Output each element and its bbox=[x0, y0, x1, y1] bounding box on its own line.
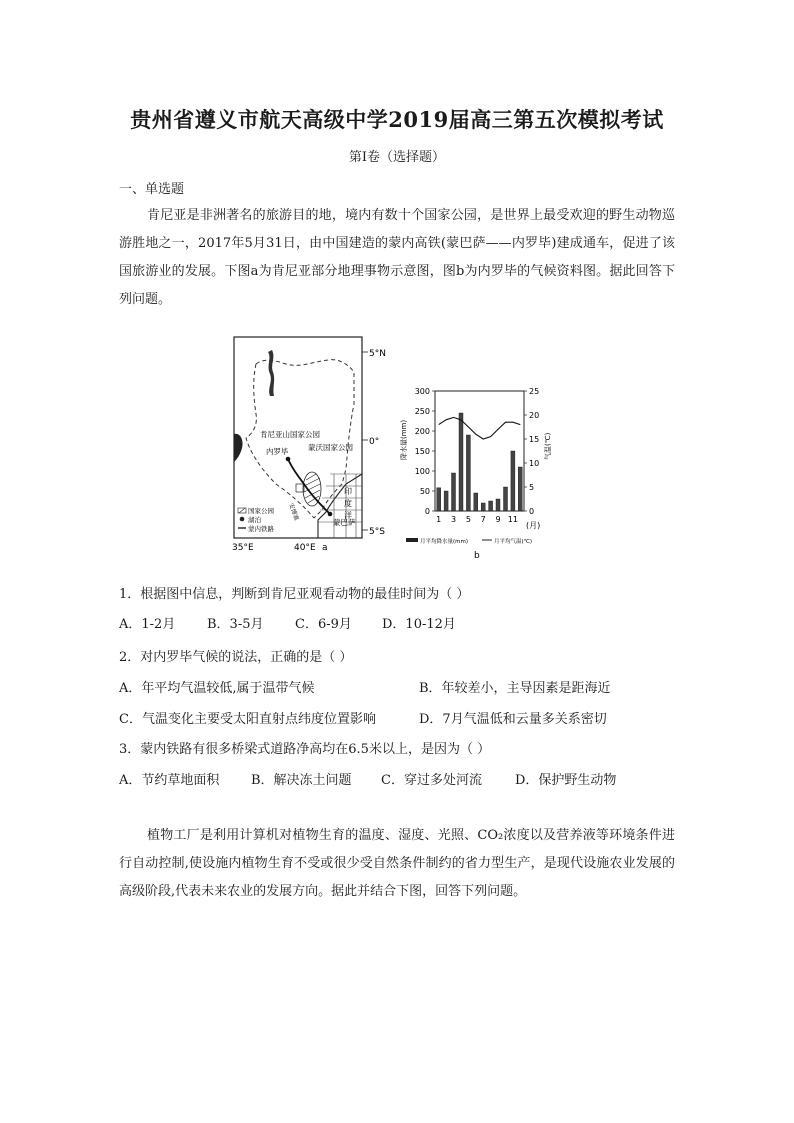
precip-bar bbox=[496, 499, 500, 511]
x-tick-label: 7 bbox=[480, 515, 486, 524]
x-tick-label: 11 bbox=[507, 515, 518, 524]
right-tick-label: 10 bbox=[529, 459, 540, 468]
right-tick-label: 5 bbox=[529, 483, 535, 492]
precip-bar bbox=[452, 473, 456, 511]
q3-option-c[interactable]: C．穿过多处河流 bbox=[381, 773, 482, 788]
map-legend bbox=[238, 506, 275, 533]
park2-label: 蒙沃国家公园 bbox=[308, 443, 353, 452]
lat-5s: 5°S bbox=[369, 527, 385, 537]
figure-kenya bbox=[230, 334, 560, 566]
precip-bar bbox=[444, 491, 448, 511]
right-tick-label: 15 bbox=[529, 435, 540, 444]
left-tick-label: 150 bbox=[414, 447, 430, 456]
ocean-grid bbox=[318, 474, 362, 538]
q1-option-d[interactable]: D．10-12月 bbox=[382, 617, 456, 632]
chart-b-label: b bbox=[474, 551, 480, 561]
left-tick-label: 250 bbox=[414, 407, 430, 416]
figure-svg bbox=[230, 334, 560, 566]
left-tick-label: 200 bbox=[414, 427, 430, 436]
q1-option-a[interactable]: A．1-2月 bbox=[119, 617, 176, 632]
section-heading: 一、单选题 bbox=[119, 182, 185, 197]
right-tick-label: 0 bbox=[529, 507, 535, 516]
legend-temp: 月平均气温(℃) bbox=[494, 539, 532, 545]
amboseli-label: 安博塞 bbox=[287, 502, 300, 522]
region-yin: 印 bbox=[344, 487, 352, 496]
passage-plant-factory: 植物工厂是利用计算机对植物生育的温度、湿度、光照、CO₂浓度以及营养液等环境条件进行自动控制,使设施内植物生育不受或很少受自然条件制约的省力型生产，是现代设施农业发展的高级阶段,代表未来农业的发展方向。据此并结合下图，回答下列问题。 bbox=[119, 828, 675, 899]
map-a bbox=[232, 337, 386, 553]
legend-park: 国家公园 bbox=[248, 507, 274, 515]
region-du: 度 bbox=[344, 499, 352, 508]
page-title: 贵州省遵义市航天高级中学2019届高三第五次模拟考试 bbox=[130, 107, 664, 132]
region-yang: 洋 bbox=[344, 511, 352, 520]
lake-victoria-shape bbox=[234, 434, 243, 462]
city1-label: 内罗毕 bbox=[266, 447, 289, 456]
right-tick-label: 25 bbox=[529, 387, 540, 396]
chart-ylabel-right: 气温(℃) bbox=[544, 432, 552, 460]
precip-bar bbox=[474, 493, 478, 511]
precip-bar bbox=[518, 467, 522, 511]
q3-option-a[interactable]: A．节约草地面积 bbox=[119, 773, 220, 788]
mombasa-dot bbox=[328, 512, 333, 517]
right-tick-label: 20 bbox=[529, 411, 540, 420]
question-2: 2．对内罗毕气候的说法，正确的是（ ） bbox=[119, 650, 353, 665]
map-a-label: a bbox=[322, 543, 328, 553]
precip-bar bbox=[481, 503, 485, 511]
q3-option-d[interactable]: D．保护野生动物 bbox=[515, 773, 617, 788]
precip-bar bbox=[437, 488, 441, 511]
legend-bar-swatch bbox=[406, 538, 418, 542]
legend-lake: 湖泊 bbox=[248, 516, 261, 524]
q2-option-b[interactable]: B．年较差小，主导因素是距海近 bbox=[419, 681, 611, 696]
question-1: 1．根据图中信息，判断到肯尼亚观看动物的最佳时间为（ ） bbox=[119, 587, 470, 602]
lat-5n: 5°N bbox=[369, 349, 386, 359]
coastline bbox=[318, 474, 362, 538]
park1-label: 肯尼亚山国家公园 bbox=[260, 430, 320, 439]
legend-precip: 月平均降水量(mm) bbox=[420, 539, 469, 545]
left-tick-label: 300 bbox=[414, 387, 430, 396]
passage-kenya: 肯尼亚是非洲著名的旅游目的地，境内有数十个国家公园，是世界上最受欢迎的野生动物巡游胜地之一，2017年5月31日，由中国建造的蒙内高铁(蒙巴萨——内罗毕)建成通车，促进了该国旅游业的发展。下图a为肯尼亚部分地理事物示意图，图b为内罗毕的气候资料图。据此回答下列问题。 bbox=[119, 208, 675, 307]
q1-option-b[interactable]: B．3-5月 bbox=[207, 617, 264, 632]
question-3: 3．蒙内铁路有很多桥梁式道路净高均在6.5米以上，是因为（ ） bbox=[119, 742, 491, 757]
climate-chart-b bbox=[399, 387, 552, 561]
city2-label: 蒙巴萨 bbox=[333, 518, 356, 527]
left-tick-label: 50 bbox=[419, 487, 430, 496]
precip-bar bbox=[504, 487, 508, 511]
page-subtitle: 第I卷（选择题） bbox=[348, 150, 446, 165]
precip-bar bbox=[511, 451, 515, 511]
q2-option-a[interactable]: A．年平均气温较低,属于温带气候 bbox=[119, 681, 315, 696]
precip-bar bbox=[459, 413, 463, 511]
lon-40e: 40°E bbox=[294, 543, 316, 553]
chart-x-unit: (月) bbox=[526, 521, 541, 530]
lat-0: 0° bbox=[369, 437, 380, 447]
temperature-line bbox=[439, 417, 521, 439]
left-tick-label: 100 bbox=[414, 467, 430, 476]
q1-option-c[interactable]: C．6-9月 bbox=[295, 617, 352, 632]
lon-35e: 35°E bbox=[232, 543, 254, 553]
chart-ylabel-left: 降水量(mm) bbox=[400, 419, 408, 460]
x-tick-label: 5 bbox=[465, 515, 471, 524]
q3-option-b[interactable]: B．解决冻土问题 bbox=[251, 773, 352, 788]
q2-option-c[interactable]: C．气温变化主要受太阳直射点纬度位置影响 bbox=[119, 712, 376, 727]
precip-bar bbox=[466, 435, 470, 511]
x-tick-label: 9 bbox=[495, 515, 501, 524]
chart-frame bbox=[435, 391, 524, 511]
nairobi-dot bbox=[286, 457, 291, 462]
precip-bar bbox=[489, 501, 493, 511]
q2-option-d[interactable]: D．7月气温低和云量多关系密切 bbox=[419, 712, 607, 727]
x-tick-label: 3 bbox=[450, 515, 457, 524]
left-tick-label: 0 bbox=[424, 507, 430, 516]
x-tick-label: 1 bbox=[436, 515, 442, 524]
lake-turkana-shape bbox=[268, 350, 274, 396]
legend-rail: 蒙内铁路 bbox=[248, 525, 274, 533]
